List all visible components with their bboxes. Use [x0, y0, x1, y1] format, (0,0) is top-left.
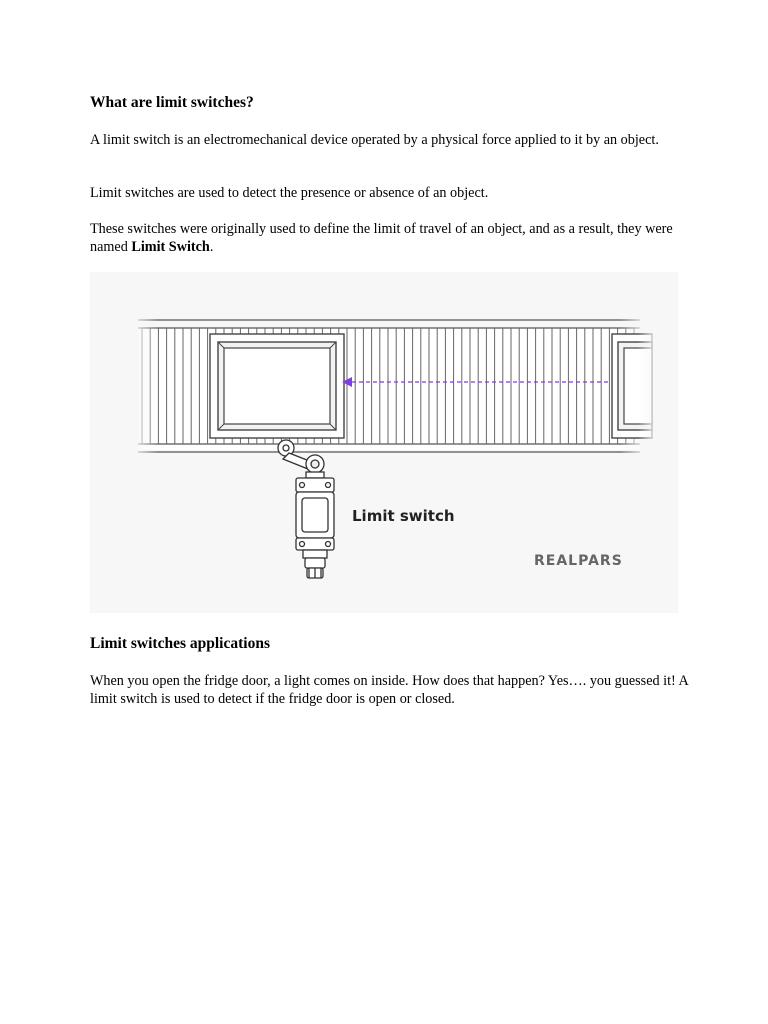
- figure-label-limit-switch: Limit switch: [352, 507, 455, 525]
- conveyor-belt: [130, 316, 648, 456]
- limit-switch-figure: [90, 272, 678, 613]
- paragraph-definition: A limit switch is an electromechanical device operated by a physical force applied to it by an object.: [90, 132, 659, 148]
- box-object: [210, 334, 344, 438]
- section-heading-limit-switches: What are limit switches?: [90, 94, 254, 111]
- paragraph-origin: [90, 220, 690, 256]
- conveyor-diagram: [90, 272, 678, 613]
- realpars-logo: REALPARS: [534, 553, 623, 569]
- paragraph-fridge-example: When you open the fridge door, a light comes on inside. How does that happen? Yes…. you guessed it! A limit switch is used to detect if the fridge door is open or closed.: [90, 673, 688, 707]
- section-heading-applications: Limit switches applications: [90, 635, 270, 652]
- term-limit-switch: Limit Switch: [131, 239, 210, 255]
- paragraph-origin-text: These switches were originally used to define the limit of travel of an object, and as a result, they were named: [90, 221, 673, 255]
- paragraph-origin-end: .: [209, 239, 214, 255]
- incoming-box-object: [612, 332, 658, 442]
- paragraph-purpose: Limit switches are used to detect the presence or absence of an object.: [90, 185, 489, 201]
- limit-switch-device: [278, 440, 334, 578]
